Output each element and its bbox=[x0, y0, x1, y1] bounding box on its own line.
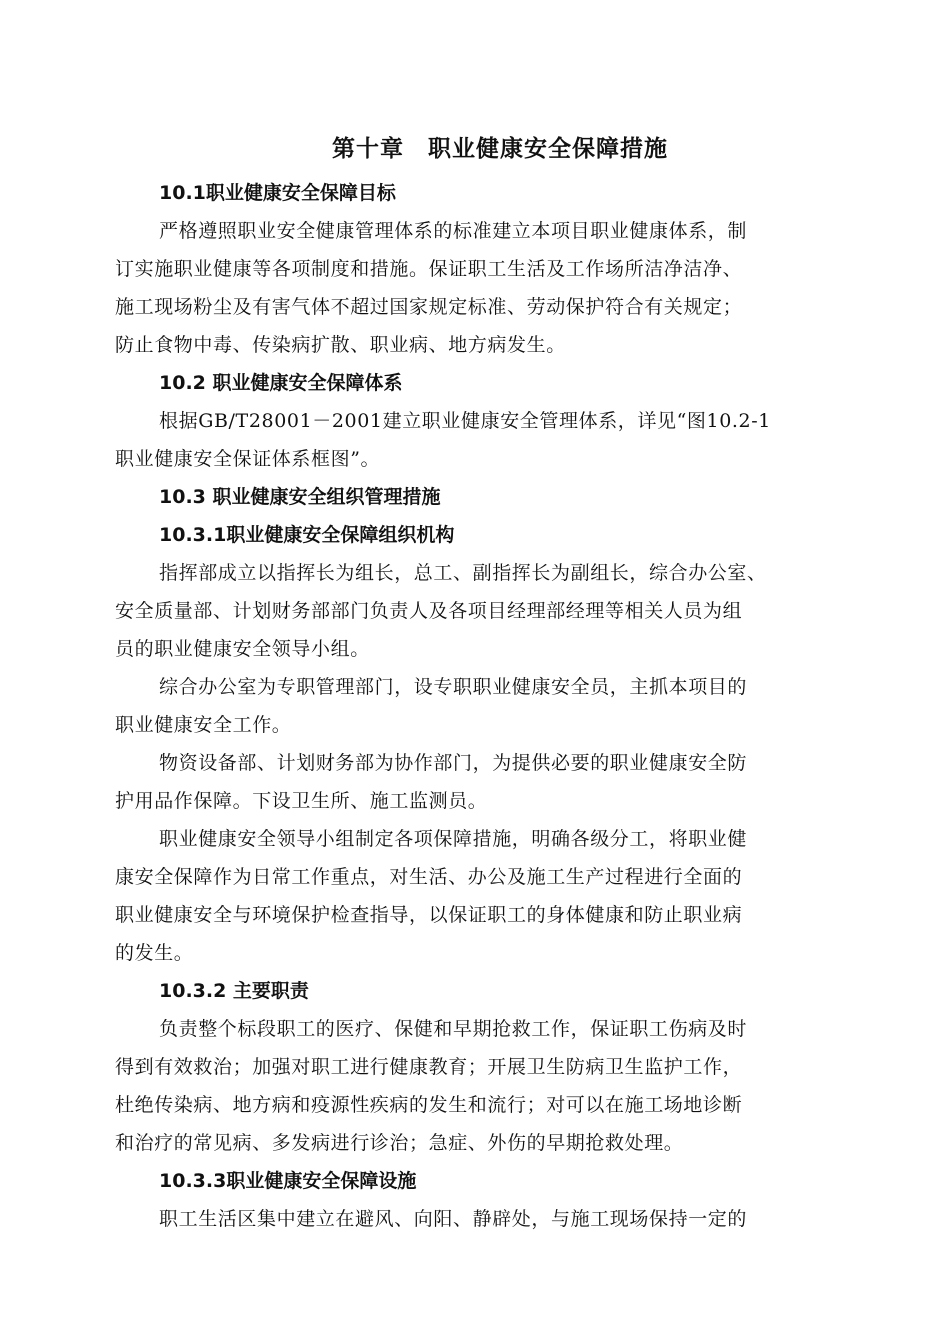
paragraph-line: 订实施职业健康等各项制度和措施。保证职工生活及工作场所洁净洁净、 bbox=[115, 258, 743, 280]
section-10-1-paragraph bbox=[115, 212, 845, 364]
paragraph-line: 指挥部成立以指挥长为组长，总工、副指挥长为副组长，综合办公室、 bbox=[159, 562, 767, 584]
paragraph-line: 得到有效救治；加强对职工进行健康教育；开展卫生防病卫生监护工作， bbox=[115, 1056, 743, 1078]
paragraph-line: 杜绝传染病、地方病和疫源性疾病的发生和流行；对可以在施工场地诊断 bbox=[115, 1094, 743, 1116]
section-10-3-1-paragraph-4 bbox=[115, 820, 845, 972]
paragraph-line: 职业健康安全保证体系框图”。 bbox=[115, 448, 381, 470]
section-10-2-heading: 10.2 职业健康安全保障体系 bbox=[159, 372, 403, 394]
section-10-3-3-paragraph bbox=[115, 1200, 845, 1238]
paragraph-line: 员的职业健康安全领导小组。 bbox=[115, 638, 370, 660]
paragraph-line: 的发生。 bbox=[115, 942, 194, 964]
paragraph-line: 职业健康安全领导小组制定各项保障措施，明确各级分工，将职业健 bbox=[159, 828, 748, 850]
paragraph-line: 安全质量部、计划财务部部门负责人及各项目经理部经理等相关人员为组 bbox=[115, 600, 743, 622]
paragraph-line: 物资设备部、计划财务部为协作部门，为提供必要的职业健康安全防 bbox=[159, 752, 748, 774]
paragraph-line: 防止食物中毒、传染病扩散、职业病、地方病发生。 bbox=[115, 334, 566, 356]
paragraph-line: 职业健康安全与环境保护检查指导，以保证职工的身体健康和防止职业病 bbox=[115, 904, 743, 926]
chapter-title: 第十章 职业健康安全保障措施 bbox=[332, 136, 668, 162]
paragraph-line: 严格遵照职业安全健康管理体系的标准建立本项目职业健康体系，制 bbox=[159, 220, 748, 242]
section-10-3-1-paragraph-3 bbox=[115, 744, 845, 820]
paragraph-line: 护用品作保障。下设卫生所、施工监测员。 bbox=[115, 790, 488, 812]
section-10-3-2-paragraph bbox=[115, 1010, 845, 1162]
paragraph-line: 综合办公室为专职管理部门，设专职职业健康安全员，主抓本项目的 bbox=[159, 676, 748, 698]
paragraph-line: 职业健康安全工作。 bbox=[115, 714, 292, 736]
paragraph-line: 职工生活区集中建立在避风、向阳、静辟处，与施工现场保持一定的 bbox=[159, 1208, 748, 1230]
section-10-3-2-heading: 10.3.2 主要职责 bbox=[159, 980, 309, 1002]
section-10-3-3-heading: 10.3.3职业健康安全保障设施 bbox=[159, 1170, 417, 1192]
paragraph-line: 负责整个标段职工的医疗、保健和早期抢救工作，保证职工伤病及时 bbox=[159, 1018, 748, 1040]
document-page bbox=[115, 128, 845, 1238]
section-10-1-heading: 10.1职业健康安全保障目标 bbox=[159, 182, 396, 204]
paragraph-line: 和治疗的常见病、多发病进行诊治；急症、外伤的早期抢救处理。 bbox=[115, 1132, 684, 1154]
section-10-3-1-paragraph-2 bbox=[115, 668, 845, 744]
document-body bbox=[115, 174, 845, 1238]
section-10-3-1-paragraph-1 bbox=[115, 554, 845, 668]
paragraph-line: 施工现场粉尘及有害气体不超过国家规定标准、劳动保护符合有关规定； bbox=[115, 296, 743, 318]
paragraph-line: 根据GB/T28001－2001建立职业健康安全管理体系，详见“图10.2-1 bbox=[159, 410, 771, 432]
paragraph-line: 康安全保障作为日常工作重点，对生活、办公及施工生产过程进行全面的 bbox=[115, 866, 743, 888]
section-10-2-paragraph bbox=[115, 402, 845, 478]
section-10-3-heading: 10.3 职业健康安全组织管理措施 bbox=[159, 486, 441, 508]
section-10-3-1-heading: 10.3.1职业健康安全保障组织机构 bbox=[159, 524, 455, 546]
